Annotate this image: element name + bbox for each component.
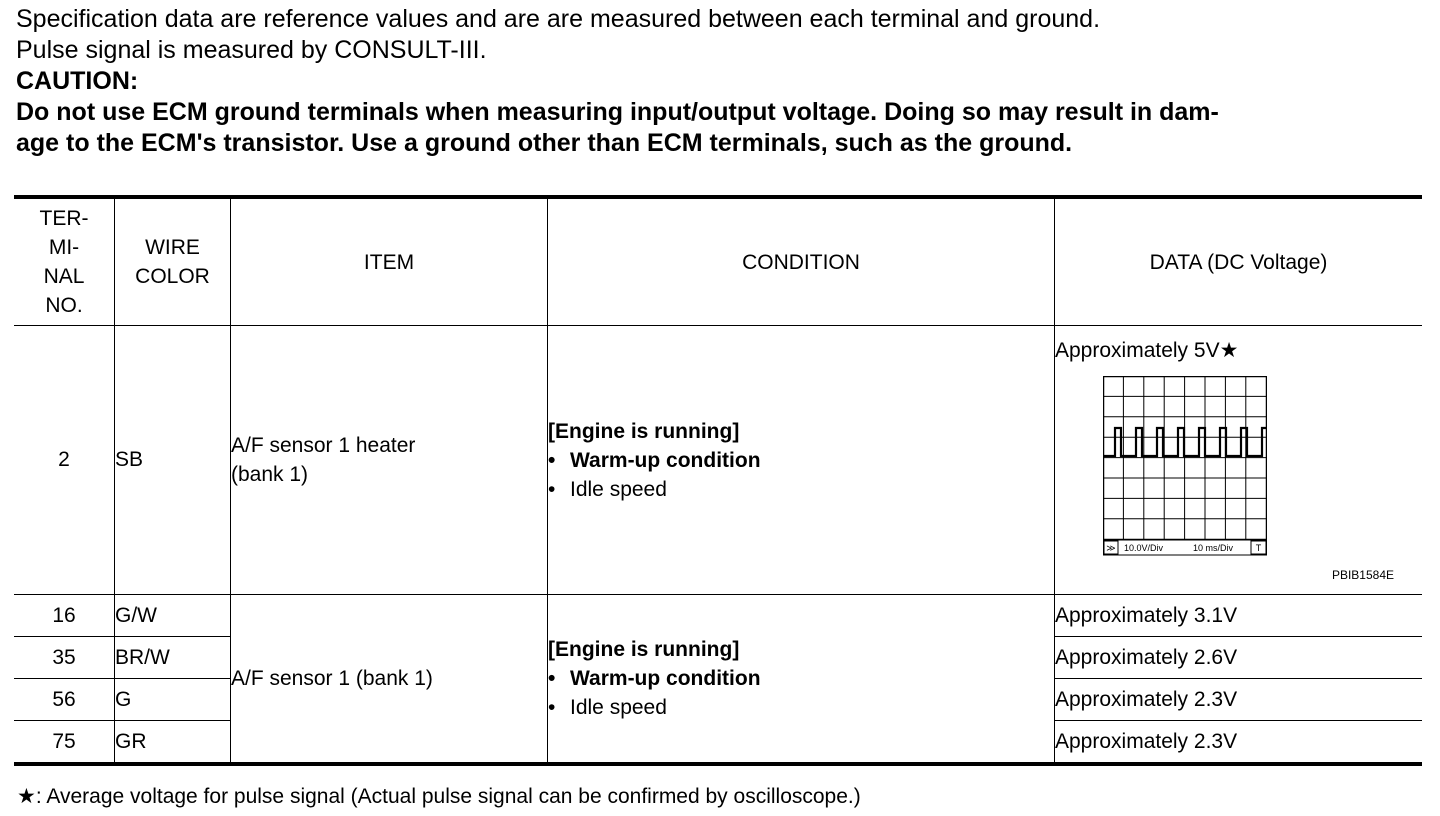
condition-bullet-text: Idle speed	[570, 696, 667, 719]
footnote: ★: Average voltage for pulse signal (Actual pulse signal can be confirmed by oscilloscope.)	[17, 785, 861, 808]
scope-t-button: T	[1255, 543, 1262, 553]
table-row	[14, 595, 1422, 637]
data-value: Approximately 2.3V	[1055, 721, 1423, 765]
intro-line-1: Specification data are reference values and are are measured between each terminal and ground.	[16, 5, 1101, 33]
condition-bullet-text: Idle speed	[570, 477, 667, 501]
data-value: Approximately 3.1V	[1055, 595, 1423, 637]
header-terminal-line: NAL	[43, 265, 85, 288]
bullet-glyph: •	[548, 448, 556, 472]
caution-title: CAUTION:	[16, 67, 139, 95]
bullet-glyph: •	[548, 696, 556, 719]
header-item: ITEM	[231, 197, 548, 326]
condition-cell	[548, 326, 1055, 595]
terminal-number: 56	[14, 679, 115, 721]
item-cell	[231, 326, 548, 595]
wire-color: G	[115, 679, 231, 721]
condition-bullet	[548, 664, 1054, 693]
caution-line-1: Do not use ECM ground terminals when measuring input/output voltage. Doing so may result in dam-	[16, 98, 1219, 126]
bullet-glyph: •	[548, 667, 556, 690]
caution-line-2: age to the ECM's transistor. Use a ground other than ECM terminals, such as the ground.	[16, 129, 1073, 157]
scope-time-scale: 10 ms/Div	[1193, 543, 1234, 553]
data-cell	[1055, 326, 1423, 595]
data-value: Approximately 2.6V	[1055, 637, 1423, 679]
header-wire-line: COLOR	[135, 265, 210, 288]
terminal-number: 35	[14, 637, 115, 679]
header-terminal-line: TER-	[39, 207, 89, 230]
header-wire-color	[115, 197, 231, 326]
terminal-number: 75	[14, 721, 115, 765]
table-header-row	[14, 197, 1422, 326]
terminal-number: 16	[14, 595, 115, 637]
item-cell: A/F sensor 1 (bank 1)	[231, 595, 548, 765]
condition-cell	[548, 595, 1055, 765]
terminal-number: 2	[14, 326, 115, 595]
condition-title: [Engine is running]	[548, 419, 740, 443]
header-terminal-no	[14, 197, 115, 326]
bullet-glyph: •	[548, 477, 556, 501]
intro-text	[16, 4, 1426, 159]
condition-bullet	[548, 446, 1054, 475]
terminal-spec-table	[14, 195, 1422, 766]
header-terminal-line: NO.	[45, 294, 83, 317]
scope-volt-scale: 10.0V/Div	[1124, 543, 1164, 553]
figure-reference-code: PBIB1584E	[1331, 568, 1394, 582]
header-wire-line: WIRE	[145, 236, 200, 259]
table-row	[14, 326, 1422, 595]
data-value: Approximately 5V★	[1055, 339, 1239, 362]
condition-bullet	[548, 693, 1054, 722]
header-terminal-line: MI-	[48, 236, 80, 259]
header-data: DATA (DC Voltage)	[1055, 197, 1423, 326]
data-value: Approximately 2.3V	[1055, 679, 1423, 721]
wire-color: BR/W	[115, 637, 231, 679]
condition-bullet-text: Warm-up condition	[570, 667, 761, 690]
header-condition: CONDITION	[548, 197, 1055, 326]
oscilloscope-waveform	[1103, 376, 1267, 556]
condition-title: [Engine is running]	[548, 638, 740, 661]
data-cell-content	[1055, 326, 1422, 594]
scope-arrow-button: ≫	[1106, 543, 1116, 553]
wire-color: GR	[115, 721, 231, 765]
intro-line-2: Pulse signal is measured by CONSULT-III.	[16, 36, 487, 64]
item-line: A/F sensor 1 heater	[231, 434, 416, 457]
condition-bullet-text: Warm-up condition	[570, 448, 761, 472]
wire-color: SB	[115, 326, 231, 595]
condition-bullet	[548, 475, 1054, 504]
wire-color: G/W	[115, 595, 231, 637]
item-line: (bank 1)	[231, 463, 309, 486]
